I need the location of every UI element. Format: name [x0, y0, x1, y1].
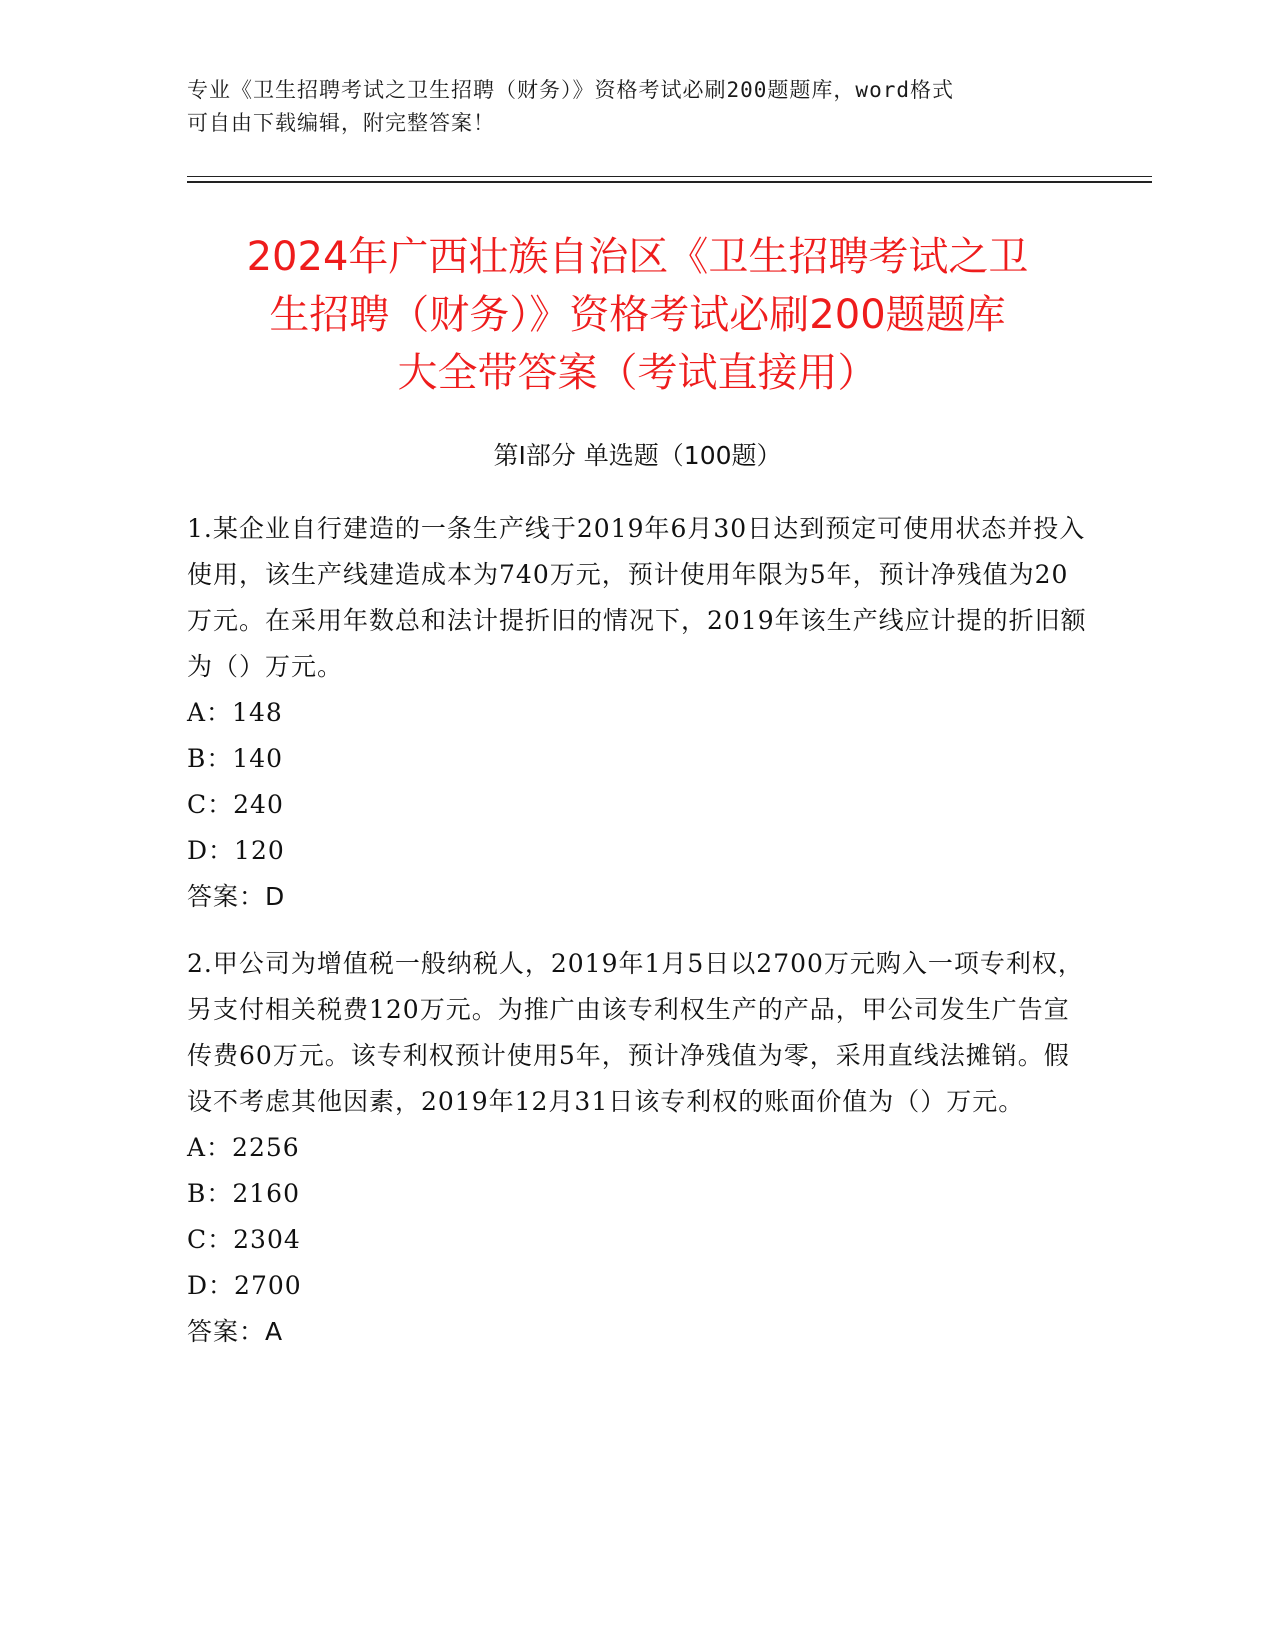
- section-heading: 第Ⅰ部分 单选题（100题）: [493, 441, 782, 470]
- option-b: B：2160: [187, 1179, 300, 1208]
- question-2: [187, 941, 1087, 1355]
- header-note-line2: 可自由下载编辑，附完整答案！: [187, 111, 495, 135]
- answer: 答案：D: [187, 882, 286, 911]
- header-divider-thin: [187, 176, 1152, 177]
- option-c: C：240: [187, 790, 284, 819]
- question-1: [187, 506, 1087, 920]
- option-d: D：2700: [187, 1271, 302, 1300]
- option-b: B：140: [187, 744, 284, 773]
- header-note-line1: 专业《卫生招聘考试之卫生招聘（财务）》资格考试必刷200题题库，word格式: [187, 78, 954, 102]
- question-stem: 1.某企业自行建造的一条生产线于2019年6月30日达到预定可使用状态并投入使用，该生产线建造成本为740万元，预计使用年限为5年，预计净残值为20万元。在采用年数总和法计提折旧的情况下，2019年该生产线应计提的折旧额为（）万元。: [187, 514, 1087, 681]
- option-d: D：120: [187, 836, 285, 865]
- title-line1: 2024年广西壮族自治区《卫生招聘考试之卫: [246, 234, 1029, 280]
- answer: 答案：A: [187, 1317, 284, 1346]
- title-line2: 生招聘（财务）》资格考试必刷200题题库: [269, 292, 1006, 338]
- question-stem: 2.甲公司为增值税一般纳税人，2019年1月5日以2700万元购入一项专利权，另支付相关税费120万元。为推广由该专利权生产的产品，甲公司发生广告宣传费60万元。该专利权预计使用5年，预计净残值为零，采用直线法摊销。假设不考虑其他因素，2019年12月31日该专利权的账面价值为（）万元。: [187, 949, 1084, 1116]
- option-c: C：2304: [187, 1225, 301, 1254]
- option-a: A：148: [187, 698, 283, 727]
- header-note: [187, 74, 1067, 140]
- header-divider-thick: [187, 181, 1152, 183]
- document-title: [140, 228, 1135, 402]
- option-a: A：2256: [187, 1133, 300, 1162]
- title-line3: 大全带答案（考试直接用）: [397, 350, 878, 396]
